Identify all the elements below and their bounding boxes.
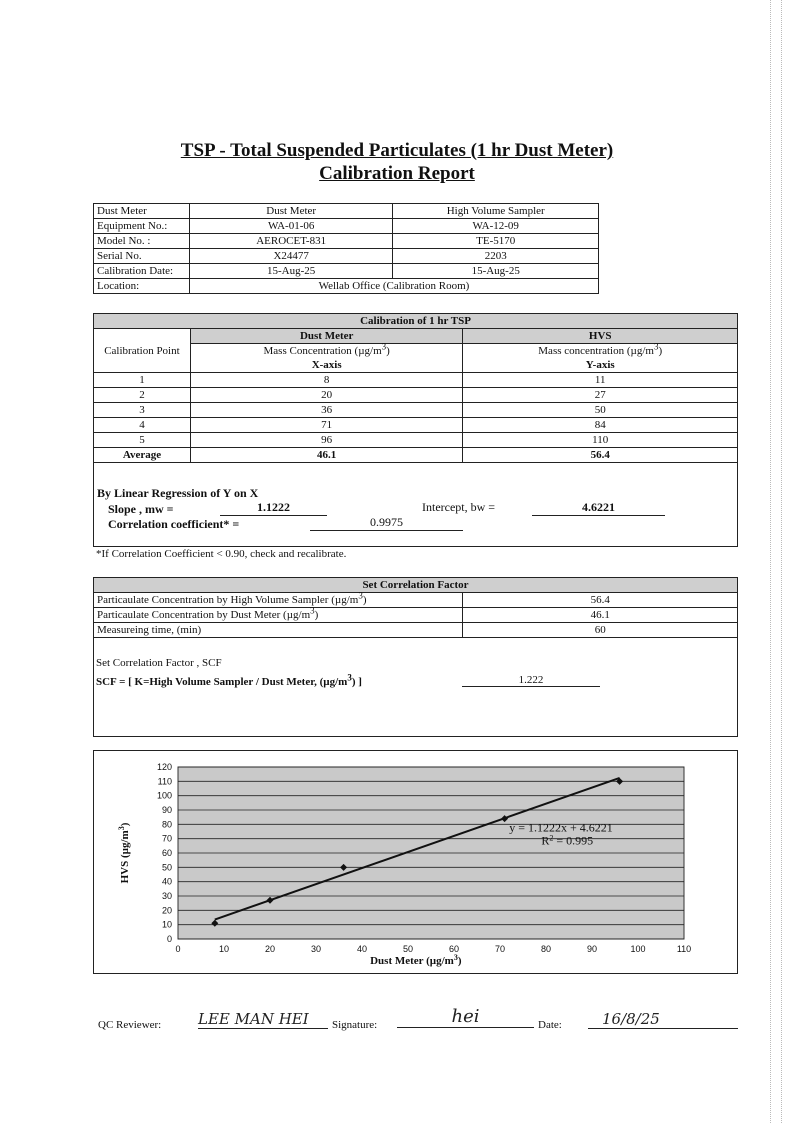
table-row [94, 264, 599, 279]
table-row [94, 433, 738, 448]
cell-value: 11 [463, 373, 738, 388]
correlation-label: Correlation coefficient* = [108, 517, 240, 531]
x-tick-label: 10 [218, 944, 230, 954]
table-row [94, 623, 738, 638]
table-row [94, 608, 738, 623]
slope-value: 1.1222 [220, 500, 327, 516]
y-axis-title: HVS $(\mu g/m^3)$ [117, 822, 131, 884]
table-row [94, 388, 738, 403]
x-tick-label: 70 [494, 944, 506, 954]
cell-value: AEROCET-831 [189, 234, 393, 249]
y-tick-label: 30 [161, 891, 172, 901]
calibration-table [93, 313, 738, 463]
table-row [94, 344, 738, 359]
table-row [94, 279, 599, 294]
intercept-label: Intercept, bw = [422, 500, 496, 514]
y-tick-label: 90 [161, 805, 172, 815]
y-tick-label: 50 [161, 862, 172, 873]
table-row [94, 373, 738, 388]
date-label: Date: [538, 1019, 562, 1031]
cell-value: X24477 [189, 249, 393, 264]
y-tick-label: 100 [156, 790, 172, 801]
x-tick-label: 100 [630, 944, 646, 954]
cell-value: 56.4 [463, 593, 738, 608]
row-label: Calibration Date: [94, 264, 190, 279]
regression-heading: By Linear Regression of Y on X [97, 486, 259, 500]
x-tick-label: 80 [540, 944, 552, 954]
x-tick-labels [175, 944, 691, 954]
x-tick-label: 0 [175, 944, 181, 954]
x-axis-label: X-axis [190, 358, 463, 373]
cell-value: 2203 [393, 249, 599, 264]
cell-value: 27 [463, 388, 738, 403]
cell-value: 110 [463, 433, 738, 448]
row-label: Equipment No.: [94, 219, 190, 234]
scf-formula: SCF = [ K=High Volume Sampler / Dust Meter, $(\mu g/m^3)$ ] [96, 672, 362, 688]
row-label: Particaulate Concentration by Dust Meter $(\mu g/m^3)$ [94, 608, 463, 623]
x-tick-label: 60 [448, 944, 460, 954]
table-row [94, 314, 738, 329]
cell-value: 8 [190, 373, 463, 388]
hvs-unit: Mass concentration $(\mu g/m^3)$ [463, 344, 738, 359]
row-label: Dust Meter [94, 204, 190, 219]
y-tick-label: 120 [156, 762, 172, 772]
y-tick-label: 10 [161, 919, 172, 930]
cell-value: 20 [190, 388, 463, 403]
y-axis-label: Y-axis [463, 358, 738, 373]
table-row [94, 593, 738, 608]
y-tick-label: 70 [161, 833, 172, 844]
dust-meter-unit: Mass Concentration $(\mu g/m^3)$ [190, 344, 463, 359]
recalibrate-note: *If Correlation Coefficient < 0.90, check and recalibrate. [96, 548, 347, 560]
cell-value: WA-12-09 [393, 219, 599, 234]
row-label: Location: [94, 279, 190, 294]
row-label: Serial No. [94, 249, 190, 264]
row-label: Measureing time, (min) [94, 623, 463, 638]
row-label: Particaulate Concentration by High Volume Sampler $(\mu g/m^3)$ [94, 593, 463, 608]
cell-value: 71 [190, 418, 463, 433]
cell-value: 60 [463, 623, 738, 638]
average-x: 46.1 [190, 448, 463, 463]
r-squared: $R^2 = 0.995$ [541, 833, 594, 848]
cell-value: 5 [94, 433, 191, 448]
cell-value: 46.1 [463, 608, 738, 623]
table-row [94, 578, 738, 593]
y-tick-labels [157, 762, 172, 944]
table-row [94, 403, 738, 418]
average-label: Average [94, 448, 191, 463]
scf-table [93, 577, 738, 638]
trend-equation: y = 1.1222x + 4.6221 [509, 820, 613, 835]
cell-value: 3 [94, 403, 191, 418]
x-tick-label: 50 [402, 944, 414, 954]
table-row [94, 448, 738, 463]
table-row [94, 204, 599, 219]
x-tick-label: 30 [310, 944, 322, 954]
scf-heading: Set Correlation Factor [94, 578, 738, 593]
y-tick-label: 110 [157, 776, 172, 787]
y-tick-label: 80 [161, 819, 172, 830]
intercept-value: 4.6221 [532, 500, 665, 516]
cell-value: 1 [94, 373, 191, 388]
row-label: Model No. : [94, 234, 190, 249]
x-tick-label: 20 [264, 944, 276, 954]
table-row [94, 358, 738, 373]
cell-value: 4 [94, 418, 191, 433]
calibration-point-header: Calibration Point [94, 329, 191, 373]
cell-value: 15-Aug-25 [189, 264, 393, 279]
calibration-heading: Calibration of 1 hr TSP [94, 314, 738, 329]
hvs-label: HVS [463, 329, 738, 344]
x-tick-label: 40 [356, 944, 368, 954]
cell-value: 96 [190, 433, 463, 448]
cell-value: 36 [190, 403, 463, 418]
cell-value: 50 [463, 403, 738, 418]
location-value: Wellab Office (Calibration Room) [189, 279, 598, 294]
dust-meter-label: Dust Meter [190, 329, 463, 344]
signature-label: Signature: [332, 1019, 378, 1031]
equipment-info-table [93, 203, 599, 294]
y-tick-label: 20 [161, 905, 172, 916]
report-subtitle: Calibration Report [319, 163, 475, 184]
signature: hei [397, 1006, 534, 1028]
table-row [94, 249, 599, 264]
cell-value: TE-5170 [393, 234, 599, 249]
hvs-header: High Volume Sampler [393, 204, 599, 219]
y-tick-label: 0 [166, 934, 172, 944]
table-row [94, 418, 738, 433]
slope-label: Slope , mw = [108, 502, 174, 516]
cell-value: WA-01-06 [189, 219, 393, 234]
date-value: 16/8/25 [588, 1010, 738, 1029]
table-row [94, 234, 599, 249]
reviewer-label: QC Reviewer: [98, 1019, 162, 1031]
cell-value: 2 [94, 388, 191, 403]
y-tick-label: 60 [161, 848, 172, 858]
x-tick-label: 90 [586, 944, 598, 954]
x-axis-title: Dust Meter $(\mu g/m^3)$ [370, 953, 462, 967]
report-title: TSP - Total Suspended Particulates (1 hr Dust Meter) [180, 140, 614, 161]
dust-meter-header: Dust Meter [189, 204, 393, 219]
reviewer-name: LEE MAN HEI [198, 1010, 328, 1029]
calibration-chart [94, 751, 736, 972]
scf-value: 1.222 [462, 674, 600, 687]
y-tick-label: 40 [161, 876, 172, 887]
cell-value: 15-Aug-25 [393, 264, 599, 279]
cell-value: 84 [463, 418, 738, 433]
table-row [94, 329, 738, 344]
x-tick-label: 110 [676, 944, 692, 954]
correlation-value: 0.9975 [310, 515, 463, 531]
scf-label: Set Correlation Factor , SCF [96, 657, 222, 669]
average-y: 56.4 [463, 448, 738, 463]
table-row [94, 219, 599, 234]
